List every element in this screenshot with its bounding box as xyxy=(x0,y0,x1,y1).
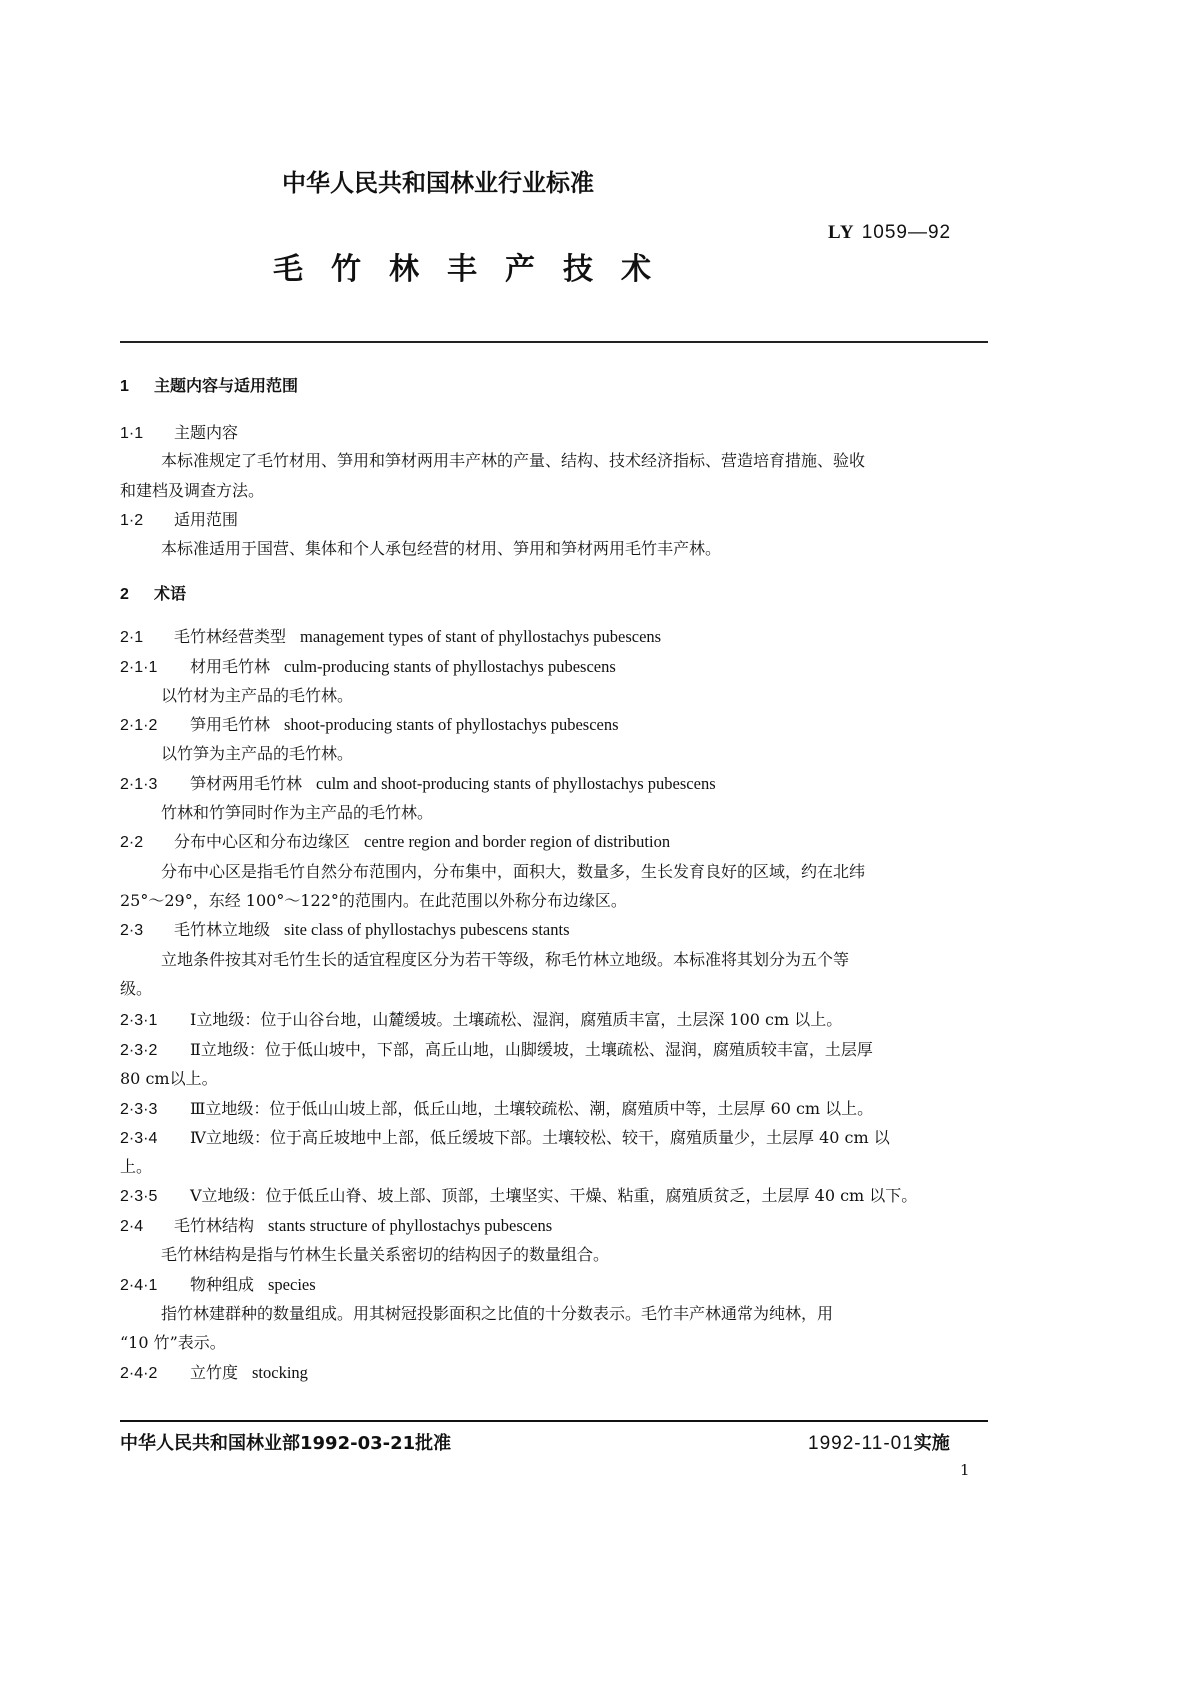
section-text: 80 cm以上。 xyxy=(120,1069,218,1088)
section-text: 适用范围 xyxy=(174,510,239,529)
section-heading-s2-4-2 xyxy=(120,1363,308,1384)
section-number: 2·3·1 xyxy=(120,1012,158,1029)
standard-code xyxy=(828,221,951,244)
section-text: 立地条件按其对毛竹生长的适宜程度区分为若干等级，称毛竹林立地级。本标准将其划分为五个等 xyxy=(161,950,850,969)
section-number: 2·3·3 xyxy=(120,1101,158,1118)
section-text: Ⅴ立地级：位于低丘山脊、坡上部、顶部，土壤坚实、干燥、粘重，腐殖质贫乏，土层厚 40 cm 以下。 xyxy=(190,1186,918,1205)
section-text: 毛竹林经营类型 xyxy=(174,627,287,646)
section-heading-s2-3-4 xyxy=(120,1128,890,1149)
section-number: 2·4·1 xyxy=(120,1277,158,1294)
section-text: “10 竹”表示。 xyxy=(120,1333,226,1352)
section-number: 2·1·1 xyxy=(120,659,158,676)
section-number: 1·1 xyxy=(120,425,144,442)
section-heading-s1-2 xyxy=(120,510,238,531)
section-heading-s2-3-1 xyxy=(120,1010,842,1031)
paragraph-line xyxy=(120,891,627,911)
paragraph-line xyxy=(161,451,865,471)
english-term: site class of phyllostachys pubescens stants xyxy=(284,920,570,939)
section-number: 2·4·2 xyxy=(120,1365,158,1382)
section-text: 笋用毛竹林 xyxy=(190,715,271,734)
english-term: management types of stant of phyllostachys pubescens xyxy=(300,627,662,646)
section-heading-s2-4-1 xyxy=(120,1275,316,1296)
paragraph-line xyxy=(120,979,152,999)
english-term: stants structure of phyllostachys pubescens xyxy=(268,1216,553,1235)
paragraph-line xyxy=(120,481,264,501)
section-number: 2·3 xyxy=(120,922,144,939)
section-text: 本标准适用于国营、集体和个人承包经营的材用、笋用和笋材两用毛竹丰产林。 xyxy=(161,539,722,558)
english-term: culm and shoot-producing stants of phyllostachys pubescens xyxy=(316,774,716,793)
section-text: 和建档及调查方法。 xyxy=(120,481,265,500)
section-text: Ⅳ立地级：位于高丘坡地中上部，低丘缓坡下部。土壤较松、较干，腐殖质量少，土层厚 40 cm 以 xyxy=(190,1128,890,1147)
section-heading-s2-3-2 xyxy=(120,1040,873,1061)
paragraph-line xyxy=(161,862,865,882)
section-text: 竹林和竹笋同时作为主产品的毛竹林。 xyxy=(161,803,434,822)
section-text: Ⅰ立地级：位于山谷台地，山麓缓坡。土壤疏松、湿润，腐殖质丰富，土层深 100 cm 以上。 xyxy=(190,1010,843,1029)
section-heading-s2 xyxy=(120,584,186,605)
section-text: 材用毛竹林 xyxy=(190,657,271,676)
english-term: shoot-producing stants of phyllostachys pubescens xyxy=(284,715,619,734)
section-text: 级。 xyxy=(120,979,153,998)
section-heading-s2-1-3 xyxy=(120,774,716,795)
section-heading-s2-3-3 xyxy=(120,1099,873,1120)
section-text: 毛竹林结构 xyxy=(174,1216,255,1235)
english-term: culm-producing stants of phyllostachys pubescens xyxy=(284,657,616,676)
section-text: 以竹材为主产品的毛竹林。 xyxy=(161,686,354,705)
section-text: 上。 xyxy=(120,1157,153,1176)
footer-divider xyxy=(120,1420,988,1422)
effective-line xyxy=(808,1429,950,1455)
section-number: 2·3·5 xyxy=(120,1188,158,1205)
section-heading-s2-3 xyxy=(120,920,570,941)
section-number: 2·2 xyxy=(120,834,144,851)
standard-code-number: 1059—92 xyxy=(861,222,952,243)
section-text: 主题内容 xyxy=(174,423,239,442)
section-text: 以竹笋为主产品的毛竹林。 xyxy=(161,744,354,763)
effective-label: 实施 xyxy=(913,1433,950,1454)
page-number: 1 xyxy=(960,1461,970,1479)
section-text: 立竹度 xyxy=(190,1363,239,1382)
section-text: 物种组成 xyxy=(190,1275,255,1294)
section-heading-s2-1 xyxy=(120,627,661,648)
section-number: 1·2 xyxy=(120,512,144,529)
section-text: Ⅲ立地级：位于低山山坡上部，低丘山地，土壤较疏松、潮，腐殖质中等，土层厚 60 cm 以上。 xyxy=(190,1099,874,1118)
section-text: 本标准规定了毛竹材用、笋用和笋材两用丰产林的产量、结构、技术经济指标、营造培育措施、验收 xyxy=(161,451,866,470)
section-text: 分布中心区和分布边缘区 xyxy=(174,832,351,851)
paragraph-line xyxy=(161,1304,833,1324)
header-divider xyxy=(120,341,988,343)
section-number: 2·4 xyxy=(120,1218,144,1235)
paragraph-line xyxy=(161,1245,609,1265)
section-number: 2 xyxy=(120,586,129,603)
section-text: Ⅱ立地级：位于低山坡中，下部，高丘山地，山脚缓坡，土壤疏松、湿润，腐殖质较丰富，土层厚 xyxy=(190,1040,873,1059)
section-number: 2·3·2 xyxy=(120,1042,158,1059)
english-term: centre region and border region of distribution xyxy=(364,832,671,851)
paragraph-line xyxy=(161,803,433,823)
section-text: 毛竹林结构是指与竹林生长量关系密切的结构因子的数量组合。 xyxy=(161,1245,610,1264)
section-number: 1 xyxy=(120,378,129,395)
standard-code-prefix: LY xyxy=(828,222,855,243)
section-heading-s2-4 xyxy=(120,1216,552,1237)
section-text: 25°～29°，东经 100°～122°的范围内。在此范围以外称分布边缘区。 xyxy=(120,891,627,910)
paragraph-line xyxy=(120,1157,152,1177)
paragraph-line xyxy=(161,686,353,706)
section-number: 2·1·3 xyxy=(120,776,158,793)
section-heading-s1 xyxy=(120,376,298,397)
section-number: 2·3·4 xyxy=(120,1130,158,1147)
standard-category-heading: 中华人民共和国林业行业标准 xyxy=(282,169,594,197)
english-term: species xyxy=(268,1275,316,1294)
paragraph-line xyxy=(120,1069,218,1089)
document-title: 毛竹林丰产技术 xyxy=(273,252,679,287)
paragraph-line xyxy=(161,539,721,559)
effective-date: 1992-11-01 xyxy=(808,1433,914,1454)
section-heading-s2-3-5 xyxy=(120,1186,917,1207)
section-heading-s2-1-2 xyxy=(120,715,619,736)
paragraph-line xyxy=(120,1333,226,1353)
section-heading-s1-1 xyxy=(120,423,238,444)
section-text: 笋材两用毛竹林 xyxy=(190,774,303,793)
section-heading-s2-2 xyxy=(120,832,670,853)
section-text: 指竹林建群种的数量组成。用其树冠投影面积之比值的十分数表示。毛竹丰产林通常为纯林，用 xyxy=(161,1304,834,1323)
section-number: 2·1 xyxy=(120,629,144,646)
english-term: stocking xyxy=(252,1363,308,1382)
paragraph-line xyxy=(161,950,849,970)
section-text: 主题内容与适用范围 xyxy=(154,376,299,395)
section-text: 分布中心区是指毛竹自然分布范围内，分布集中，面积大，数量多，生长发育良好的区域，约在北纬 xyxy=(161,862,866,881)
section-text: 术语 xyxy=(154,584,187,603)
approval-line: 中华人民共和国林业部1992-03-21批准 xyxy=(120,1433,452,1454)
section-text: 毛竹林立地级 xyxy=(174,920,271,939)
section-heading-s2-1-1 xyxy=(120,657,616,678)
paragraph-line xyxy=(161,744,353,764)
section-number: 2·1·2 xyxy=(120,717,158,734)
